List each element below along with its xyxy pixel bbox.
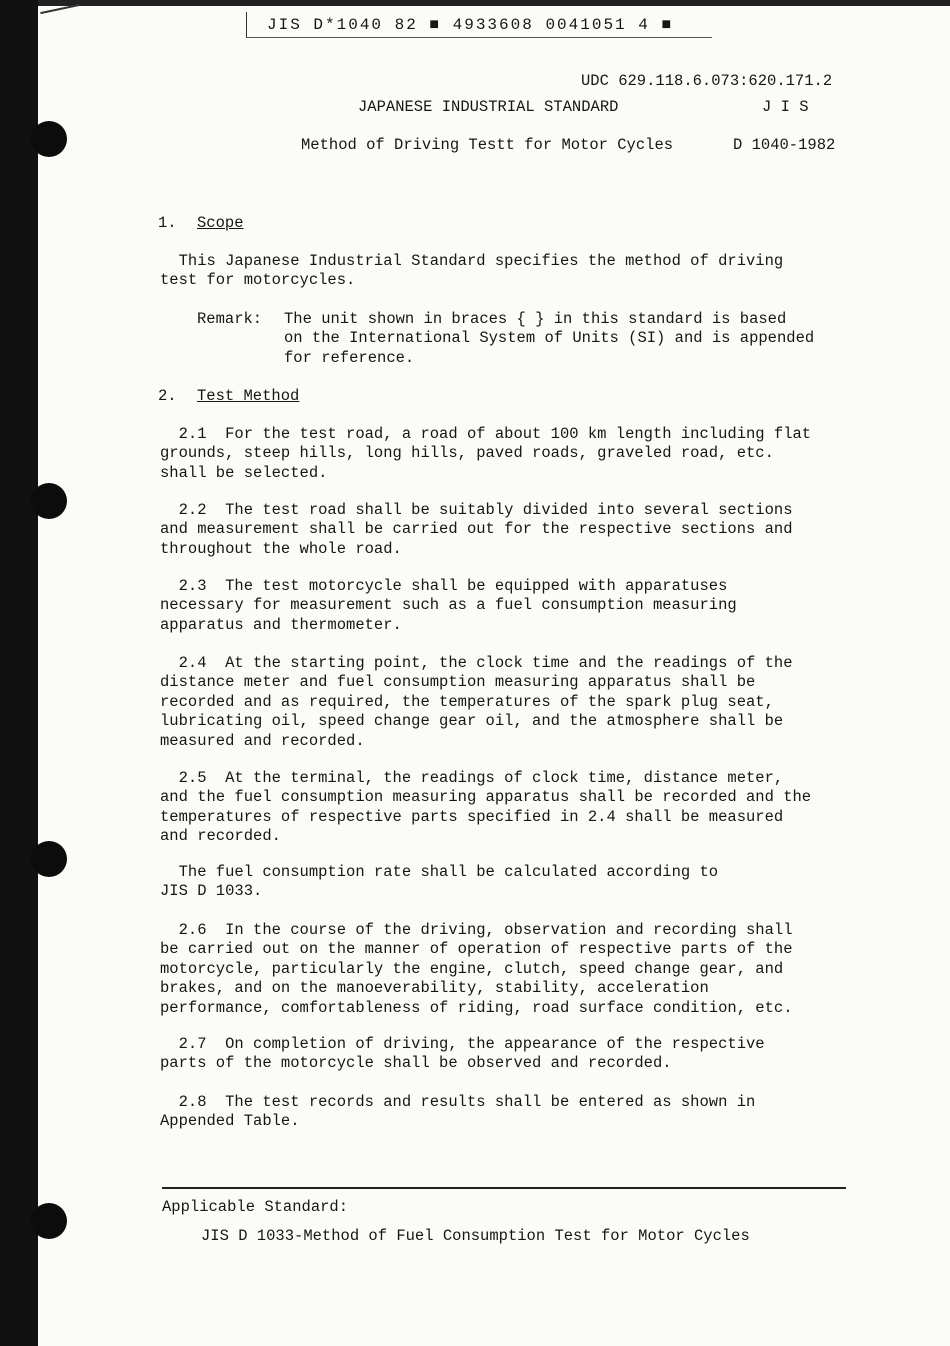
punch-hole — [31, 1203, 67, 1239]
remark-label: Remark: — [197, 310, 263, 328]
scan-top-edge — [0, 0, 950, 6]
remark-text: The unit shown in braces { } in this standard is based on the International System of Units (SI) and is appended for reference. — [284, 310, 815, 367]
divider-line — [162, 1187, 846, 1189]
clause-2-6: 2.6 In the course of the driving, observation and recording shall be carried out on the manner of operation of respective parts of the motorcycle, particularly the engine, clutch, speed change gear, and brakes, and on the manoeverability, stability, acceleration performance, comfortableness of riding, road surface condition, etc. — [160, 921, 793, 1017]
applicable-standard-label: Applicable Standard: — [162, 1198, 349, 1216]
clause-2-5: 2.5 At the terminal, the readings of clock time, distance meter, and the fuel consumption measuring apparatus shall be recorded and the temperatures of respective parts specified in 2.4 shall be measured and recorded. — [160, 769, 812, 846]
clause-2-2: 2.2 The test road shall be suitably divided into several sections and measurement shall be carried out for the respective sections and throughout the whole road. — [160, 501, 793, 558]
applicable-standard-item: JIS D 1033-Method of Fuel Consumption Test for Motor Cycles — [201, 1227, 750, 1245]
document-title: Method of Driving Testt for Motor Cycles — [301, 136, 674, 154]
section-heading: Scope — [197, 214, 244, 232]
clause-2-5-rate: The fuel consumption rate shall be calculated according to JIS D 1033. — [160, 863, 719, 901]
section-heading: Test Method — [197, 387, 300, 405]
punch-hole — [31, 121, 67, 157]
udc-number: UDC 629.118.6.073:620.171.2 — [581, 72, 833, 90]
jis-mark: J I S — [762, 98, 809, 116]
clause-2-8: 2.8 The test records and results shall be entered as shown in Appended Table. — [160, 1093, 756, 1131]
clause-2-4: 2.4 At the starting point, the clock time and the readings of the distance meter and fuel consumption measuring apparatus shall be recorded and as required, the temperatures of the spark plug seat, lubricating oil, speed change gear oil, and the atmosphere shall be measured and recorded. — [160, 654, 793, 750]
clause-2-7: 2.7 On completion of driving, the appearance of the respective parts of the motorcycle shall be observed and recorded. — [160, 1035, 765, 1073]
catalog-code: JIS D*1040 82 ■ 4933608 0041051 4 ■ — [246, 12, 712, 38]
scan-left-edge — [0, 0, 38, 1346]
punch-hole — [31, 841, 67, 877]
scope-paragraph: This Japanese Industrial Standard specifies the method of driving test for motorcycles. — [160, 252, 784, 290]
standard-number: D 1040-1982 — [733, 136, 836, 154]
standard-name: JAPANESE INDUSTRIAL STANDARD — [358, 98, 619, 116]
clause-2-1: 2.1 For the test road, a road of about 100 km length including flat grounds, steep hills, long hills, paved roads, graveled road, etc. shall be selected. — [160, 425, 812, 482]
clause-2-3: 2.3 The test motorcycle shall be equipped with apparatuses necessary for measurement such as a fuel consumption measuring apparatus and thermometer. — [160, 577, 737, 634]
punch-hole — [31, 483, 67, 519]
section-number: 2. — [158, 387, 177, 405]
section-number: 1. — [158, 214, 177, 232]
